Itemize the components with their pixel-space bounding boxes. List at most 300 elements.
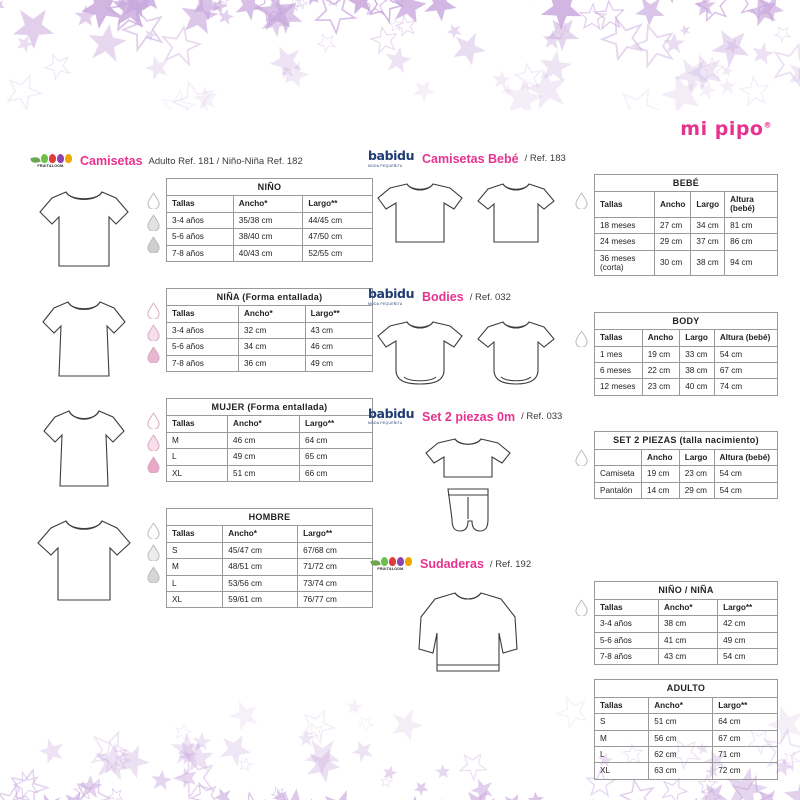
star-icon bbox=[165, 727, 210, 772]
star-icon bbox=[132, 0, 168, 18]
table-wrap-nino bbox=[166, 178, 373, 262]
cell: 76/77 cm bbox=[298, 592, 373, 608]
star-icon bbox=[77, 774, 104, 800]
star-icon bbox=[596, 12, 651, 67]
star-icon bbox=[116, 1, 171, 56]
table-row bbox=[595, 234, 778, 250]
section-sub-sudaderas: / Ref. 192 bbox=[489, 558, 532, 570]
star-icon bbox=[42, 52, 72, 82]
col-header: Largo bbox=[680, 330, 715, 346]
star-icon bbox=[387, 0, 431, 28]
col-header: Largo** bbox=[298, 526, 373, 542]
cell: 33 cm bbox=[680, 346, 715, 362]
star-icon bbox=[700, 57, 724, 81]
star-icon bbox=[660, 0, 684, 6]
star-icon bbox=[0, 760, 55, 800]
star-icon bbox=[316, 785, 364, 800]
star-icon bbox=[84, 19, 131, 66]
col-header: Largo** bbox=[718, 599, 778, 615]
star-icon bbox=[169, 0, 226, 46]
section-header-set2 bbox=[368, 405, 778, 426]
col-header: Altura (bebé) bbox=[725, 191, 778, 217]
star-icon bbox=[688, 0, 720, 23]
garment-tshirt-kid bbox=[28, 178, 140, 274]
garment-tshirt-girl bbox=[28, 288, 140, 384]
drops-body bbox=[568, 312, 594, 347]
cell: 65 cm bbox=[300, 449, 373, 465]
star-icon bbox=[740, 795, 773, 800]
star-icon bbox=[167, 75, 221, 110]
star-icon bbox=[779, 748, 800, 771]
table-row bbox=[595, 632, 778, 648]
col-header: Ancho bbox=[654, 191, 690, 217]
star-icon bbox=[35, 735, 70, 770]
drops-sudaderas bbox=[568, 581, 594, 616]
table-row bbox=[595, 482, 778, 498]
cell: 41 cm bbox=[658, 632, 717, 648]
table-wrap-body bbox=[594, 312, 778, 396]
col-header: Ancho bbox=[642, 449, 680, 465]
droplet-icon bbox=[147, 236, 160, 253]
cell: 1 mes bbox=[595, 346, 643, 362]
table-row bbox=[167, 322, 373, 338]
star-icon bbox=[607, 77, 670, 110]
cell: 42 cm bbox=[718, 616, 778, 632]
cell: 64 cm bbox=[713, 714, 778, 730]
col-header: Ancho* bbox=[658, 599, 717, 615]
cell: 49 cm bbox=[305, 355, 372, 371]
baby-tshirt-shortsleeve-drawing bbox=[470, 176, 562, 248]
star-icon bbox=[366, 21, 404, 59]
block-set2 bbox=[368, 431, 778, 541]
cell: 66 cm bbox=[300, 465, 373, 481]
star-icon bbox=[187, 80, 225, 110]
star-icon bbox=[94, 738, 132, 776]
star-icon bbox=[0, 66, 48, 110]
cell: 54 cm bbox=[714, 466, 777, 482]
star-icon bbox=[303, 737, 342, 776]
left-column bbox=[28, 150, 373, 622]
col-header: Tallas bbox=[167, 416, 228, 432]
star-icon bbox=[11, 30, 38, 57]
star-icon bbox=[382, 45, 414, 77]
table-row bbox=[595, 763, 778, 779]
table-row bbox=[595, 363, 778, 379]
star-icon bbox=[687, 795, 704, 800]
cell: 64 cm bbox=[300, 432, 373, 448]
table-wrap-hombre bbox=[166, 508, 373, 608]
table-wrap-mujer bbox=[166, 398, 373, 482]
star-icon bbox=[387, 16, 405, 34]
star-icon bbox=[141, 26, 160, 45]
table-row bbox=[595, 217, 778, 233]
col-header: Altura (bebé) bbox=[714, 330, 777, 346]
star-icon bbox=[445, 22, 464, 41]
cell: 81 cm bbox=[725, 217, 778, 233]
cell: 49 cm bbox=[718, 632, 778, 648]
cell: 46 cm bbox=[228, 432, 300, 448]
star-icon bbox=[387, 791, 445, 800]
cell: 67/68 cm bbox=[298, 542, 373, 558]
star-icon bbox=[690, 0, 735, 29]
table-row bbox=[167, 575, 373, 591]
star-icon bbox=[175, 747, 198, 770]
star-icon bbox=[406, 73, 440, 107]
table-row bbox=[595, 616, 778, 632]
star-icon bbox=[358, 0, 409, 30]
star-icon bbox=[754, 788, 782, 800]
droplet-icon bbox=[147, 324, 160, 341]
star-icon bbox=[144, 54, 170, 80]
star-icon bbox=[498, 72, 549, 110]
star-icon bbox=[0, 0, 7, 1]
star-icon bbox=[775, 769, 800, 800]
drops-set2 bbox=[568, 431, 594, 466]
droplet-icon bbox=[147, 302, 160, 319]
babidu-logo-icon: babidu MODA PEQUEÑITA bbox=[368, 286, 415, 306]
star-icon bbox=[269, 784, 289, 800]
cell: 36 meses (corta) bbox=[595, 250, 655, 276]
star-icon bbox=[70, 1, 103, 34]
star-icon bbox=[735, 0, 774, 23]
star-icon bbox=[98, 0, 158, 42]
right-column bbox=[368, 150, 778, 786]
col-header: Largo** bbox=[305, 306, 372, 322]
star-icon bbox=[185, 777, 225, 800]
cell: 43 cm bbox=[658, 649, 717, 665]
droplet-icon bbox=[147, 346, 160, 363]
table-row bbox=[595, 250, 778, 276]
cell: 38 cm bbox=[691, 250, 725, 276]
star-icon bbox=[127, 796, 178, 800]
star-icon bbox=[497, 788, 530, 800]
star-icon bbox=[288, 0, 306, 13]
star-icon bbox=[745, 37, 779, 71]
star-icon bbox=[718, 76, 738, 96]
table-row bbox=[595, 730, 778, 746]
cell: 32 cm bbox=[239, 322, 306, 338]
star-icon bbox=[392, 12, 420, 40]
star-icon bbox=[209, 0, 228, 16]
cell: 5-6 años bbox=[167, 339, 239, 355]
star-icon bbox=[107, 737, 156, 786]
cell: 19 cm bbox=[642, 466, 680, 482]
star-icon bbox=[175, 735, 222, 782]
table-bebe bbox=[594, 174, 778, 277]
cell: 37 cm bbox=[691, 234, 725, 250]
star-icon bbox=[536, 8, 586, 58]
star-icon bbox=[10, 5, 56, 51]
table-nina bbox=[166, 288, 373, 372]
col-header: Tallas bbox=[595, 191, 655, 217]
cell: S bbox=[167, 542, 223, 558]
star-icon bbox=[537, 25, 565, 53]
cell: 3-4 años bbox=[167, 322, 239, 338]
cell: 40 cm bbox=[680, 379, 715, 395]
star-icon bbox=[222, 693, 267, 738]
col-header: Tallas bbox=[167, 306, 239, 322]
star-icon bbox=[156, 21, 204, 69]
star-icon bbox=[277, 62, 299, 84]
droplet-icon bbox=[147, 456, 160, 473]
droplet-icon bbox=[575, 599, 588, 616]
cell: 62 cm bbox=[649, 747, 713, 763]
cell: 12 meses bbox=[595, 379, 643, 395]
table-title-sudadera-adulto: ADULTO bbox=[595, 680, 778, 697]
star-icon bbox=[444, 24, 493, 73]
section-sub-bodies: / Ref. 032 bbox=[469, 291, 511, 303]
star-icon bbox=[76, 0, 127, 34]
star-icon bbox=[362, 0, 388, 16]
star-icon bbox=[754, 0, 787, 26]
col-header: Ancho* bbox=[239, 306, 306, 322]
block-sudaderas bbox=[368, 581, 778, 779]
sweatshirt-drawing bbox=[413, 583, 523, 683]
star-icon bbox=[172, 734, 203, 765]
star-icon bbox=[128, 0, 149, 5]
block-hombre bbox=[28, 508, 373, 608]
table-title-mujer: MUJER (Forma entallada) bbox=[167, 399, 373, 416]
star-icon bbox=[591, 0, 631, 35]
table-row bbox=[167, 245, 373, 261]
cell: XL bbox=[167, 592, 223, 608]
section-header-bodies bbox=[368, 288, 778, 306]
cell: 29 cm bbox=[679, 482, 714, 498]
brand-trademark: ® bbox=[763, 120, 772, 130]
cell: 5-6 años bbox=[167, 229, 234, 245]
star-icon bbox=[607, 0, 625, 2]
cell: 38 cm bbox=[680, 363, 715, 379]
cell: S bbox=[595, 714, 649, 730]
cell: 34 cm bbox=[691, 217, 725, 233]
star-icon bbox=[702, 18, 760, 76]
cell: 35/38 cm bbox=[233, 212, 303, 228]
cell: 7-8 años bbox=[595, 649, 659, 665]
star-icon bbox=[417, 794, 455, 800]
star-icon bbox=[700, 786, 721, 800]
star-icon bbox=[398, 796, 431, 800]
cell: 59/61 cm bbox=[223, 592, 298, 608]
star-icon bbox=[336, 793, 394, 800]
droplet-icon bbox=[575, 192, 588, 209]
table-row bbox=[595, 379, 778, 395]
star-icon bbox=[295, 728, 317, 750]
star-icon bbox=[70, 778, 98, 800]
cell: 38 cm bbox=[658, 616, 717, 632]
col-header: Tallas bbox=[595, 599, 659, 615]
cell: 54 cm bbox=[718, 649, 778, 665]
star-icon bbox=[575, 0, 591, 1]
bodysuit-longsleeve-drawing bbox=[374, 314, 466, 390]
star-icon bbox=[300, 0, 324, 10]
cell: 54 cm bbox=[714, 346, 777, 362]
star-icon bbox=[668, 50, 718, 100]
table-row bbox=[167, 465, 373, 481]
star-icon bbox=[269, 785, 293, 800]
star-icon bbox=[88, 737, 136, 785]
cell: 24 meses bbox=[595, 234, 655, 250]
star-icon bbox=[216, 0, 234, 7]
table-body bbox=[594, 312, 778, 396]
col-header: Ancho* bbox=[233, 196, 303, 212]
table-title-bebe: BEBÉ bbox=[595, 174, 778, 191]
decorative-star-band-top bbox=[0, 0, 800, 110]
col-header: Largo bbox=[691, 191, 725, 217]
cell: 23 cm bbox=[642, 379, 679, 395]
fruit-of-the-loom-logo-icon: FRUIT&LOOM. bbox=[368, 553, 414, 575]
cell: 38/40 cm bbox=[233, 229, 303, 245]
cell: M bbox=[595, 730, 649, 746]
table-title-nino: NIÑO bbox=[167, 179, 373, 196]
block-body bbox=[368, 312, 778, 396]
cell: 22 cm bbox=[642, 363, 679, 379]
droplet-icon bbox=[147, 544, 160, 561]
cell: L bbox=[595, 747, 649, 763]
star-icon bbox=[55, 793, 89, 800]
star-icon bbox=[254, 1, 296, 43]
tshirt-woman-drawing bbox=[32, 402, 136, 494]
star-icon bbox=[531, 0, 593, 39]
droplet-icon bbox=[147, 522, 160, 539]
table-row bbox=[167, 559, 373, 575]
cell: 45/47 cm bbox=[223, 542, 298, 558]
garment-tshirt-woman bbox=[28, 398, 140, 494]
cell: 3-4 años bbox=[167, 212, 234, 228]
table-row bbox=[167, 432, 373, 448]
star-icon bbox=[105, 785, 126, 800]
star-icon bbox=[697, 80, 718, 101]
star-icon bbox=[149, 767, 175, 793]
star-icon bbox=[235, 755, 255, 775]
section-title-camisetas-bebe: Camisetas Bebé bbox=[422, 151, 519, 166]
col-header: Ancho* bbox=[228, 416, 300, 432]
star-icon bbox=[742, 0, 783, 32]
cell: M bbox=[167, 432, 228, 448]
babidu-logo-icon: babidu MODA PEQUEÑITA bbox=[368, 405, 415, 426]
cell: 54 cm bbox=[714, 482, 777, 498]
table-wrap-bebe bbox=[594, 174, 778, 277]
table-row bbox=[167, 229, 373, 245]
star-icon bbox=[58, 795, 93, 800]
star-icon bbox=[88, 728, 134, 774]
star-icon bbox=[261, 0, 312, 41]
droplet-icon bbox=[575, 449, 588, 466]
drops-hombre bbox=[140, 508, 166, 583]
star-icon bbox=[512, 60, 544, 92]
cell: L bbox=[167, 449, 228, 465]
drops-nina bbox=[140, 288, 166, 363]
table-title-sudadera-nino: NIÑO / NIÑA bbox=[595, 582, 778, 599]
star-icon bbox=[735, 71, 776, 110]
section-header-camisetas bbox=[28, 150, 373, 172]
cell: 3-4 años bbox=[595, 616, 659, 632]
table-hombre bbox=[166, 508, 373, 608]
table-set2piezas bbox=[594, 431, 778, 499]
star-icon bbox=[652, 65, 713, 110]
star-icon bbox=[766, 37, 800, 91]
table-row bbox=[595, 346, 778, 362]
section-sub-camisetas-bebe: / Ref. 183 bbox=[524, 153, 566, 165]
col-header: Largo** bbox=[713, 697, 778, 713]
cell: 47/50 cm bbox=[303, 229, 373, 245]
cell: 48/51 cm bbox=[223, 559, 298, 575]
cell: 46 cm bbox=[305, 339, 372, 355]
droplet-icon bbox=[147, 434, 160, 451]
bodysuit-shortsleeve-drawing bbox=[470, 314, 562, 390]
star-icon bbox=[500, 83, 515, 98]
cell: L bbox=[167, 575, 223, 591]
table-row bbox=[167, 592, 373, 608]
star-icon bbox=[429, 795, 461, 800]
cell: 7-8 años bbox=[167, 355, 239, 371]
droplet-icon bbox=[147, 214, 160, 231]
star-icon bbox=[523, 0, 537, 1]
star-icon bbox=[232, 789, 272, 800]
block-mujer bbox=[28, 398, 373, 494]
star-icon bbox=[118, 0, 155, 22]
col-header: Ancho* bbox=[649, 697, 713, 713]
section-title-sudaderas: Sudaderas bbox=[420, 557, 484, 572]
cell: 19 cm bbox=[642, 346, 679, 362]
table-row bbox=[595, 466, 778, 482]
star-icon bbox=[306, 0, 361, 40]
cell: 36 cm bbox=[239, 355, 306, 371]
star-icon bbox=[172, 762, 204, 794]
star-icon bbox=[0, 781, 32, 800]
cell: 5-6 años bbox=[595, 632, 659, 648]
babidu-logo-icon: babidu MODA PEQUEÑITA bbox=[368, 148, 415, 168]
cell: 73/74 cm bbox=[298, 575, 373, 591]
col-header: Largo** bbox=[303, 196, 373, 212]
garment-bodysuits bbox=[368, 312, 568, 390]
star-icon bbox=[168, 750, 221, 800]
cell: Camiseta bbox=[595, 466, 642, 482]
section-header-camisetas-bebe bbox=[368, 150, 778, 168]
star-icon bbox=[626, 18, 681, 73]
col-header: Tallas bbox=[595, 330, 643, 346]
star-icon bbox=[154, 84, 202, 110]
garment-baby-tshirts bbox=[368, 174, 568, 248]
section-header-sudaderas bbox=[368, 553, 778, 575]
table-nino bbox=[166, 178, 373, 262]
star-icon bbox=[229, 0, 270, 26]
star-icon bbox=[108, 0, 155, 32]
star-icon bbox=[549, 18, 572, 41]
table-wrap-nina bbox=[166, 288, 373, 372]
droplet-icon bbox=[147, 192, 160, 209]
star-icon bbox=[778, 52, 800, 98]
star-icon bbox=[292, 701, 342, 751]
table-row bbox=[167, 212, 373, 228]
cell: 56 cm bbox=[649, 730, 713, 746]
cell: 7-8 años bbox=[167, 245, 234, 261]
block-bebe bbox=[368, 174, 778, 277]
star-icon bbox=[527, 790, 546, 800]
cell: 43 cm bbox=[305, 322, 372, 338]
col-header: Ancho bbox=[642, 330, 679, 346]
star-icon bbox=[264, 779, 323, 800]
table-row bbox=[167, 449, 373, 465]
cell: 29 cm bbox=[654, 234, 690, 250]
table-row bbox=[595, 649, 778, 665]
cell: XL bbox=[595, 763, 649, 779]
star-icon bbox=[172, 721, 193, 742]
col-header: Tallas bbox=[167, 526, 223, 542]
star-icon bbox=[303, 719, 328, 744]
cell: 51 cm bbox=[228, 465, 300, 481]
cell: 86 cm bbox=[725, 234, 778, 250]
col-header: Ancho* bbox=[223, 526, 298, 542]
